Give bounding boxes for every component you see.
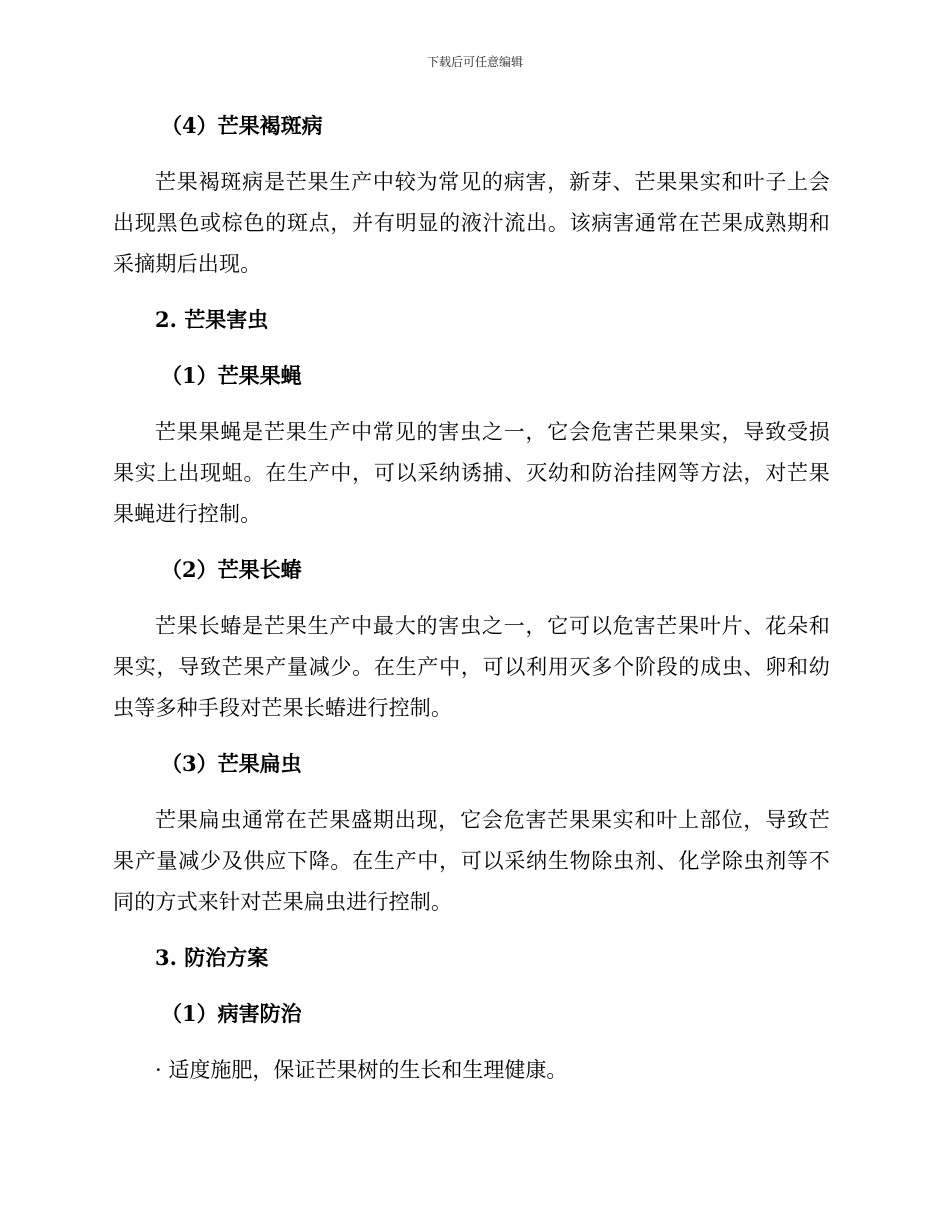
section-heading-control-plan: 3. 防治方案 [155,945,269,970]
heading-disease-control: （1）病害防治 [161,1001,302,1026]
heading-mango-brown-spot: （4）芒果褐斑病 [161,113,323,138]
paragraph-flatworm: 芒果扁虫通常在芒果盛期出现，它会危害芒果果实和叶上部位，导致芒果产量减少及供应下降。在生产中，可以采纳生物除虫剂、化学除虫剂等不同的方式来针对芒果扁虫进行控制。 [113,808,830,914]
page-header: 下载后可任意编辑 [426,55,523,69]
heading-mango-flatworm: （3）芒果扁虫 [161,751,302,776]
heading-mango-fruit-fly: （1）芒果果蝇 [161,363,302,388]
document-body [113,106,830,1090]
paragraph-stink-bug: 芒果长蝽是芒果生产中最大的害虫之一，它可以危害芒果叶片、花朵和果实，导致芒果产量减少。在生产中，可以利用灭多个阶段的成虫、卵和幼虫等多种手段对芒果长蝽进行控制。 [113,614,830,720]
section-heading-mango-pests: 2. 芒果害虫 [155,307,269,332]
paragraph-fruit-fly: 芒果果蝇是芒果生产中常见的害虫之一，它会危害芒果果实，导致受损果实上出现蛆。在生产中，可以采纳诱捕、灭幼和防治挂网等方法，对芒果果蝇进行控制。 [113,420,830,526]
heading-mango-stink-bug: （2）芒果长蝽 [161,557,302,582]
bullet-item-fertilizing: · 适度施肥，保证芒果树的生长和生理健康。 [155,1058,568,1082]
paragraph-brown-spot: 芒果褐斑病是芒果生产中较为常见的病害，新芽、芒果果实和叶子上会出现黑色或棕色的斑点，并有明显的液汁流出。该病害通常在芒果成熟期和采摘期后出现。 [113,170,830,276]
